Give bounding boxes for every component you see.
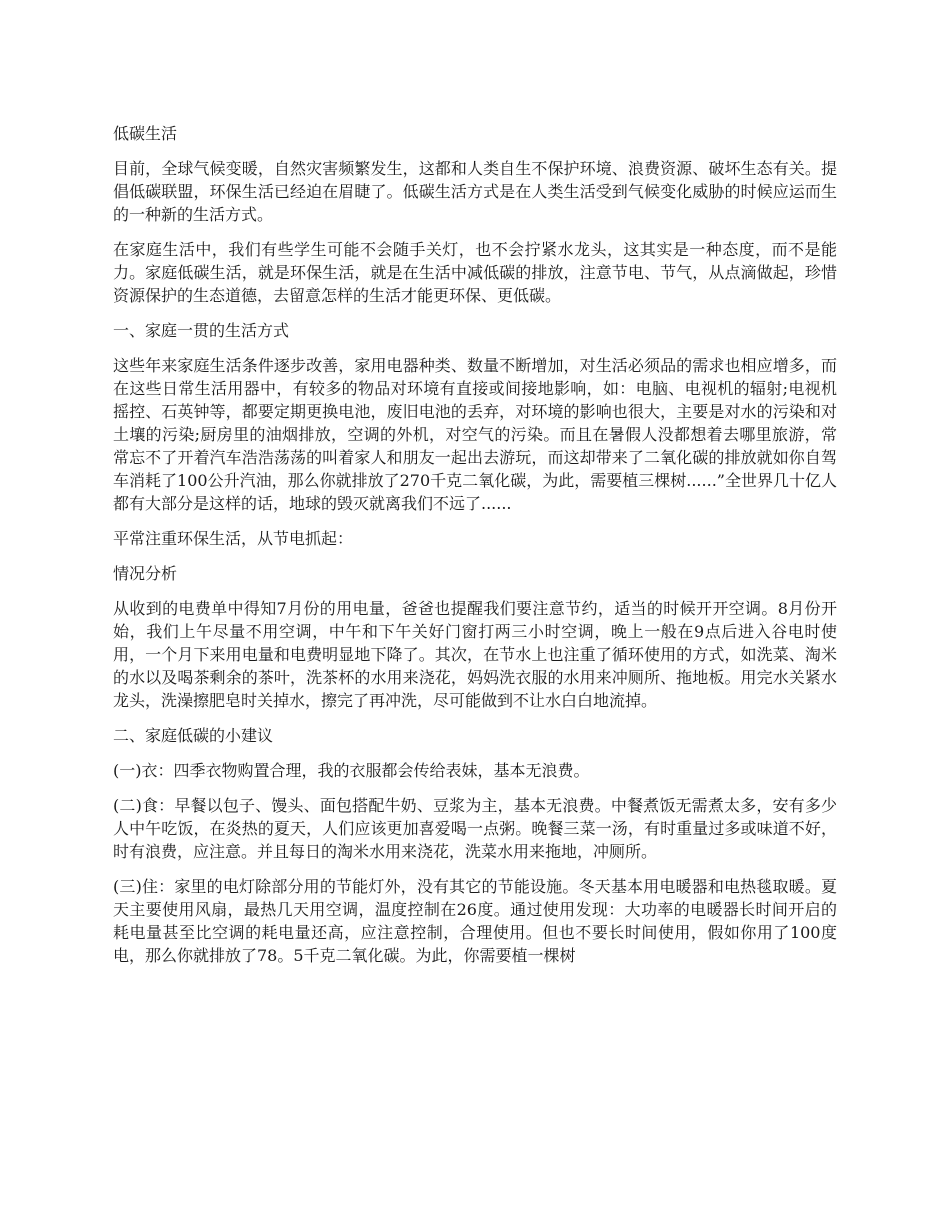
paragraph-lifestyle: 这些年来家庭生活条件逐步改善，家用电器种类、数量不断增加，对生活必须品的需求也相应增多，而在这些日常生活用器中，有较多的物品对环境有直接或间接地影响，如：电脑、电视机的辐射;电视机摇控、石英钟等，都要定期更换电池，废旧电池的丢弃，对环境的影响也很大，主要是对水的污染和对土壤的污染;厨房里的油烟排放，空调的外机，对空气的污染。而且在暑假人没都想着去哪里旅游，常常忘不了开着汽车浩浩荡荡的叫着家人和朋友一起出去游玩，而这却带来了二氧化碳的排放就如你自驾车消耗了100公升汽油，那么你就排放了270千克二氧化碳，为此，需要植三棵树......”全世界几十亿人都有大部分是这样的话，地球的毁灭就离我们不远了...... <box>113 356 837 513</box>
section-heading-1: 一、家庭一贯的生活方式 <box>113 321 290 340</box>
paragraph-housing: (三)住：家里的电灯除部分用的节能灯外，没有其它的节能设施。冬天基本用电暖器和电热毯取暖。夏天主要使用风扇，最热几天用空调，温度控制在26度。通过使用发现：大功率的电暖器长时间开启的耗电量甚至比空调的耗电量还高，应注意控制，合理使用。但也不要长时间使用，假如你用了100度电，那么你就排放了78。5千克二氧化碳。为此，你需要植一棵树 <box>113 877 837 965</box>
paragraph-save-power: 平常注重环保生活，从节电抓起： <box>113 529 354 548</box>
paragraph-analysis: 从收到的电费单中得知7月份的用电量，爸爸也提醒我们要注意节约，适当的时候开开空调。8月份开始，我们上午尽量不用空调，中午和下午关好门窗打两三小时空调，晚上一般在9点后进入谷电时使用，一个月下来用电量和电费明显地下降了。其次，在节水上也注重了循环使用的方式，如洗菜、淘米的水以及喝茶剩余的茶叶，洗茶杯的水用来浇花，妈妈洗衣服的水用来冲厕所、拖地板。用完水关紧水龙头，洗澡擦肥皂时关掉水，擦完了再冲洗，尽可能做到不让水白白地流掉。 <box>113 599 837 710</box>
document-title: 低碳生活 <box>113 124 178 143</box>
subheading-analysis: 情况分析 <box>113 564 178 583</box>
section-heading-2: 二、家庭低碳的小建议 <box>113 726 274 745</box>
paragraph-family-life: 在家庭生活中，我们有些学生可能不会随手关灯，也不会拧紧水龙头，这其实是一种态度，而不是能力。家庭低碳生活，就是环保生活，就是在生活中减低碳的排放，注意节电、节气，从点滴做起，珍惜资源保护的生态道德，去留意怎样的生活才能更环保、更低碳。 <box>113 240 837 305</box>
paragraph-intro: 目前，全球气候变暖，自然灾害频繁发生，这都和人类自生不保护环境、浪费资源、破坏生态有关。提倡低碳联盟，环保生活已经迫在眉睫了。低碳生活方式是在人类生活受到气候变化威胁的时候应运而生的一种新的生活方式。 <box>113 159 837 224</box>
paragraph-clothing: (一)衣：四季衣物购置合理，我的衣服都会传给表妹，基本无浪费。 <box>113 761 590 780</box>
paragraph-food: (二)食：早餐以包子、馒头、面包搭配牛奶、豆浆为主，基本无浪费。中餐煮饭无需煮太多，安有多少人中午吃饭，在炎热的夏天，人们应该更加喜爱喝一点粥。晚餐三菜一汤，有时重量过多或味道不好，时有浪费，应注意。并且每日的淘米水用来浇花，洗菜水用来拖地，冲厕所。 <box>113 796 837 861</box>
